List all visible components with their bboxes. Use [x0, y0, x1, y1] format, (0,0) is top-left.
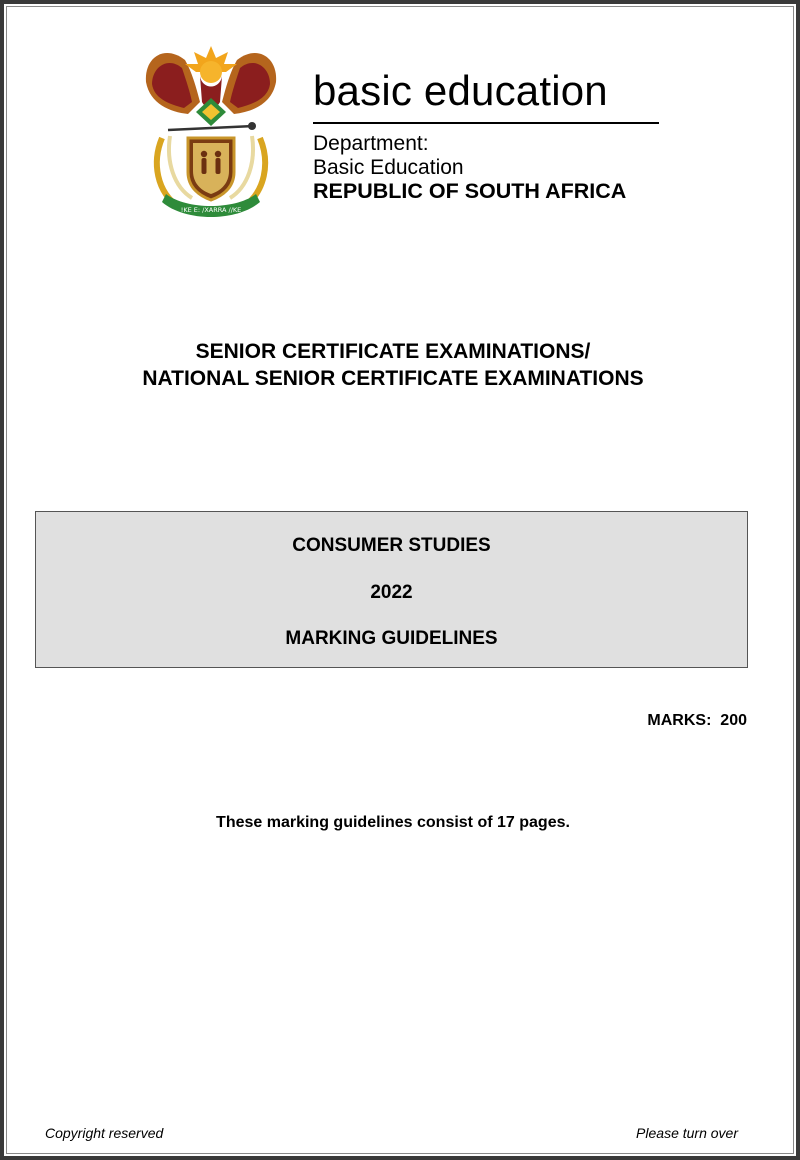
exam-title-line-2: NATIONAL SENIOR CERTIFICATE EXAMINATIONS — [142, 367, 644, 390]
total-marks: MARKS: 200 — [647, 712, 747, 729]
page-count-note: These marking guidelines consist of 17 pages. — [216, 814, 570, 831]
footer-turn-over: Please turn over — [636, 1125, 738, 1141]
subject-box — [35, 511, 748, 668]
subject-name: CONSUMER STUDIES — [292, 535, 491, 556]
document-type: MARKING GUIDELINES — [285, 628, 498, 649]
exam-title-line-1: SENIOR CERTIFICATE EXAMINATIONS/ — [195, 340, 591, 363]
crest-motto: !KE E: /XARRA //KE — [180, 206, 242, 214]
department-label: Department: — [313, 132, 429, 155]
department-name: Basic Education — [313, 156, 464, 179]
country-name: REPUBLIC OF SOUTH AFRICA — [313, 179, 627, 203]
department-wordmark: basic education — [313, 67, 608, 114]
coat-of-arms-logo — [140, 42, 282, 220]
footer-copyright: Copyright reserved — [45, 1125, 164, 1141]
exam-year: 2022 — [370, 582, 413, 603]
wordmark-rule — [313, 122, 659, 124]
